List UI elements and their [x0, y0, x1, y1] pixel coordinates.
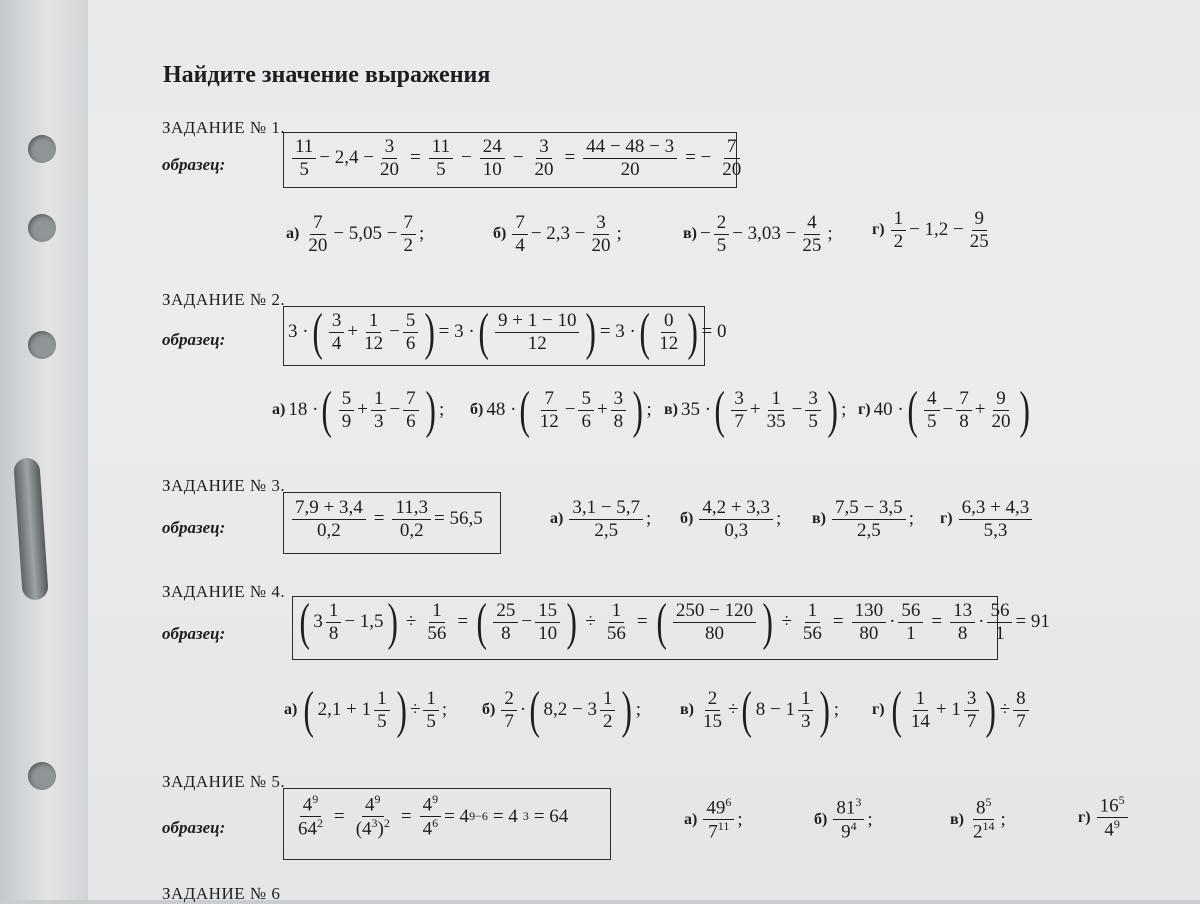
- task-1-title: ЗАДАНИЕ № 1.: [162, 118, 286, 137]
- task-1-exercise-a: а) 7 20 − 5,05 − $\frac{7}{2}$ ;: [286, 212, 425, 256]
- task-4-sample-expression: ( 3 1 8 − 1,5 ) ÷ $\frac{1}{56}$ = ( 25 8 − $\frac{15}{10}$ ) ÷ $\frac{1}{56}$ = ( 250 − 120 80 ) ÷ $\frac{1}{56}$ = $\frac{130}{80}$ · $\frac{56}{1}$ = $\frac{13}{8}$ · $\frac{56}{1}$ = 91: [299, 593, 1050, 651]
- task-3-title: ЗАДАНИЕ № 3.: [162, 476, 286, 495]
- task-2-title: ЗАДАНИЕ № 2.: [162, 290, 286, 309]
- task-3-exercise-v: в) 7,5 − 3,5 2,5 ;: [812, 497, 914, 541]
- page-title: Найдите значение выражения: [163, 62, 491, 88]
- task-5-exercise-b: б) $81^3$ $9^4$ ;: [814, 795, 873, 843]
- task-5-title: ЗАДАНИЕ № 5.: [162, 772, 286, 791]
- task-4-sample-label: образец:: [162, 624, 226, 643]
- task-1-exercise-b: б) 7 4 − 2,3 − $\frac{3}{20}$ ;: [493, 212, 622, 256]
- task-1-sample-label: образец:: [162, 155, 226, 174]
- task-5-sample-expression: $\frac{4^9}{64^2}$ = $\frac{4^9}{(4^3)^2}$ = $\frac{4^9}{4^6}$ = 4 9−6 = 4 3 = 64: [298, 792, 569, 840]
- task-4-exercise-g: г) ( 1 14 + 1 3 7 ) ÷ $\frac{8}{7}$: [872, 688, 1032, 733]
- task-5-exercise-v: в) $8^5$ $2^{14}$ ;: [950, 795, 1006, 843]
- task-5-sample-label: образец:: [162, 818, 226, 837]
- task-4-exercise-v: в) $\frac{2}{15}$ ÷ ( 8 − 1 1 3 ) ;: [680, 681, 840, 739]
- task-5-exercise-g: г) $16^5$ $4^9$: [1078, 794, 1131, 841]
- task-2-exercise-g: г) 40 · ( 4 5 − $\frac{7}{8}$ + $\frac{9}{20}$ ): [858, 381, 1031, 439]
- task-1-exercise-v: в) − $\frac{2}{5}$ − 3,03 − $\frac{4}{25}$ ;: [683, 212, 833, 256]
- punch-hole: [28, 762, 56, 790]
- task-2-exercise-a: а) 18 · ( 5 9 + $\frac{1}{3}$ − $\frac{7}{6}$ ) ;: [272, 381, 445, 439]
- task-3-exercise-a: а) 3,1 − 5,7 2,5 ;: [550, 497, 652, 541]
- task-3-exercise-g: г) 6,3 + 4,3 5,3: [940, 497, 1035, 542]
- punch-hole: [28, 135, 56, 163]
- task-4-title: ЗАДАНИЕ № 4.: [162, 582, 286, 601]
- task-4-exercise-b: б) 2 7 · ( 8,2 − 3 1 2 ) ;: [482, 681, 642, 739]
- task-4-exercise-a: а) ( 2,1 + 1 1 5 ) ÷ $\frac{1}{5}$ ;: [284, 681, 448, 739]
- task-5-exercise-a: а) $49^6$ $7^{11}$ ;: [684, 795, 743, 843]
- task-6-title: ЗАДАНИЕ № 6: [162, 884, 281, 903]
- punch-hole: [28, 214, 56, 242]
- task-3-sample-expression: $\frac{7,9 + 3,4}{0,2}$ = $\frac{11,3}{0,2}$ = 56,5: [289, 497, 483, 542]
- task-2-sample-label: образец:: [162, 330, 226, 349]
- punch-hole: [28, 331, 56, 359]
- task-2-sample-expression: 3 · ( 3 4 + $\frac{1}{12}$ − $\frac{5}{6}$ ) = 3 · ( 9 + 1 − 10 12 ) = 3 · ( 0 12 ) = 0: [288, 303, 727, 361]
- task-2-exercise-v: в) 35 · ( 3 7 + $\frac{1}{35}$ − $\frac{3}{5}$ ) ;: [664, 381, 847, 439]
- task-1-sample-expression: 11 5 − 2,4 − $\frac{3}{20}$ = $\frac{11}{5}$ − $\frac{24}{10}$ − $\frac{3}{20}$ = $\frac{44 - 48 - 3}{20}$ = − $\frac{7}{20}$: [289, 136, 747, 181]
- task-2-exercise-b: б) 48 · ( 7 12 − $\frac{5}{6}$ + $\frac{3}{8}$ ) ;: [470, 381, 652, 439]
- task-3-sample-label: образец:: [162, 518, 226, 537]
- task-3-exercise-b: б) 4,2 + 3,3 0,3 ;: [680, 497, 782, 541]
- task-1-exercise-g: г) 1 2 − 1,2 − $\frac{9}{25}$: [872, 208, 989, 252]
